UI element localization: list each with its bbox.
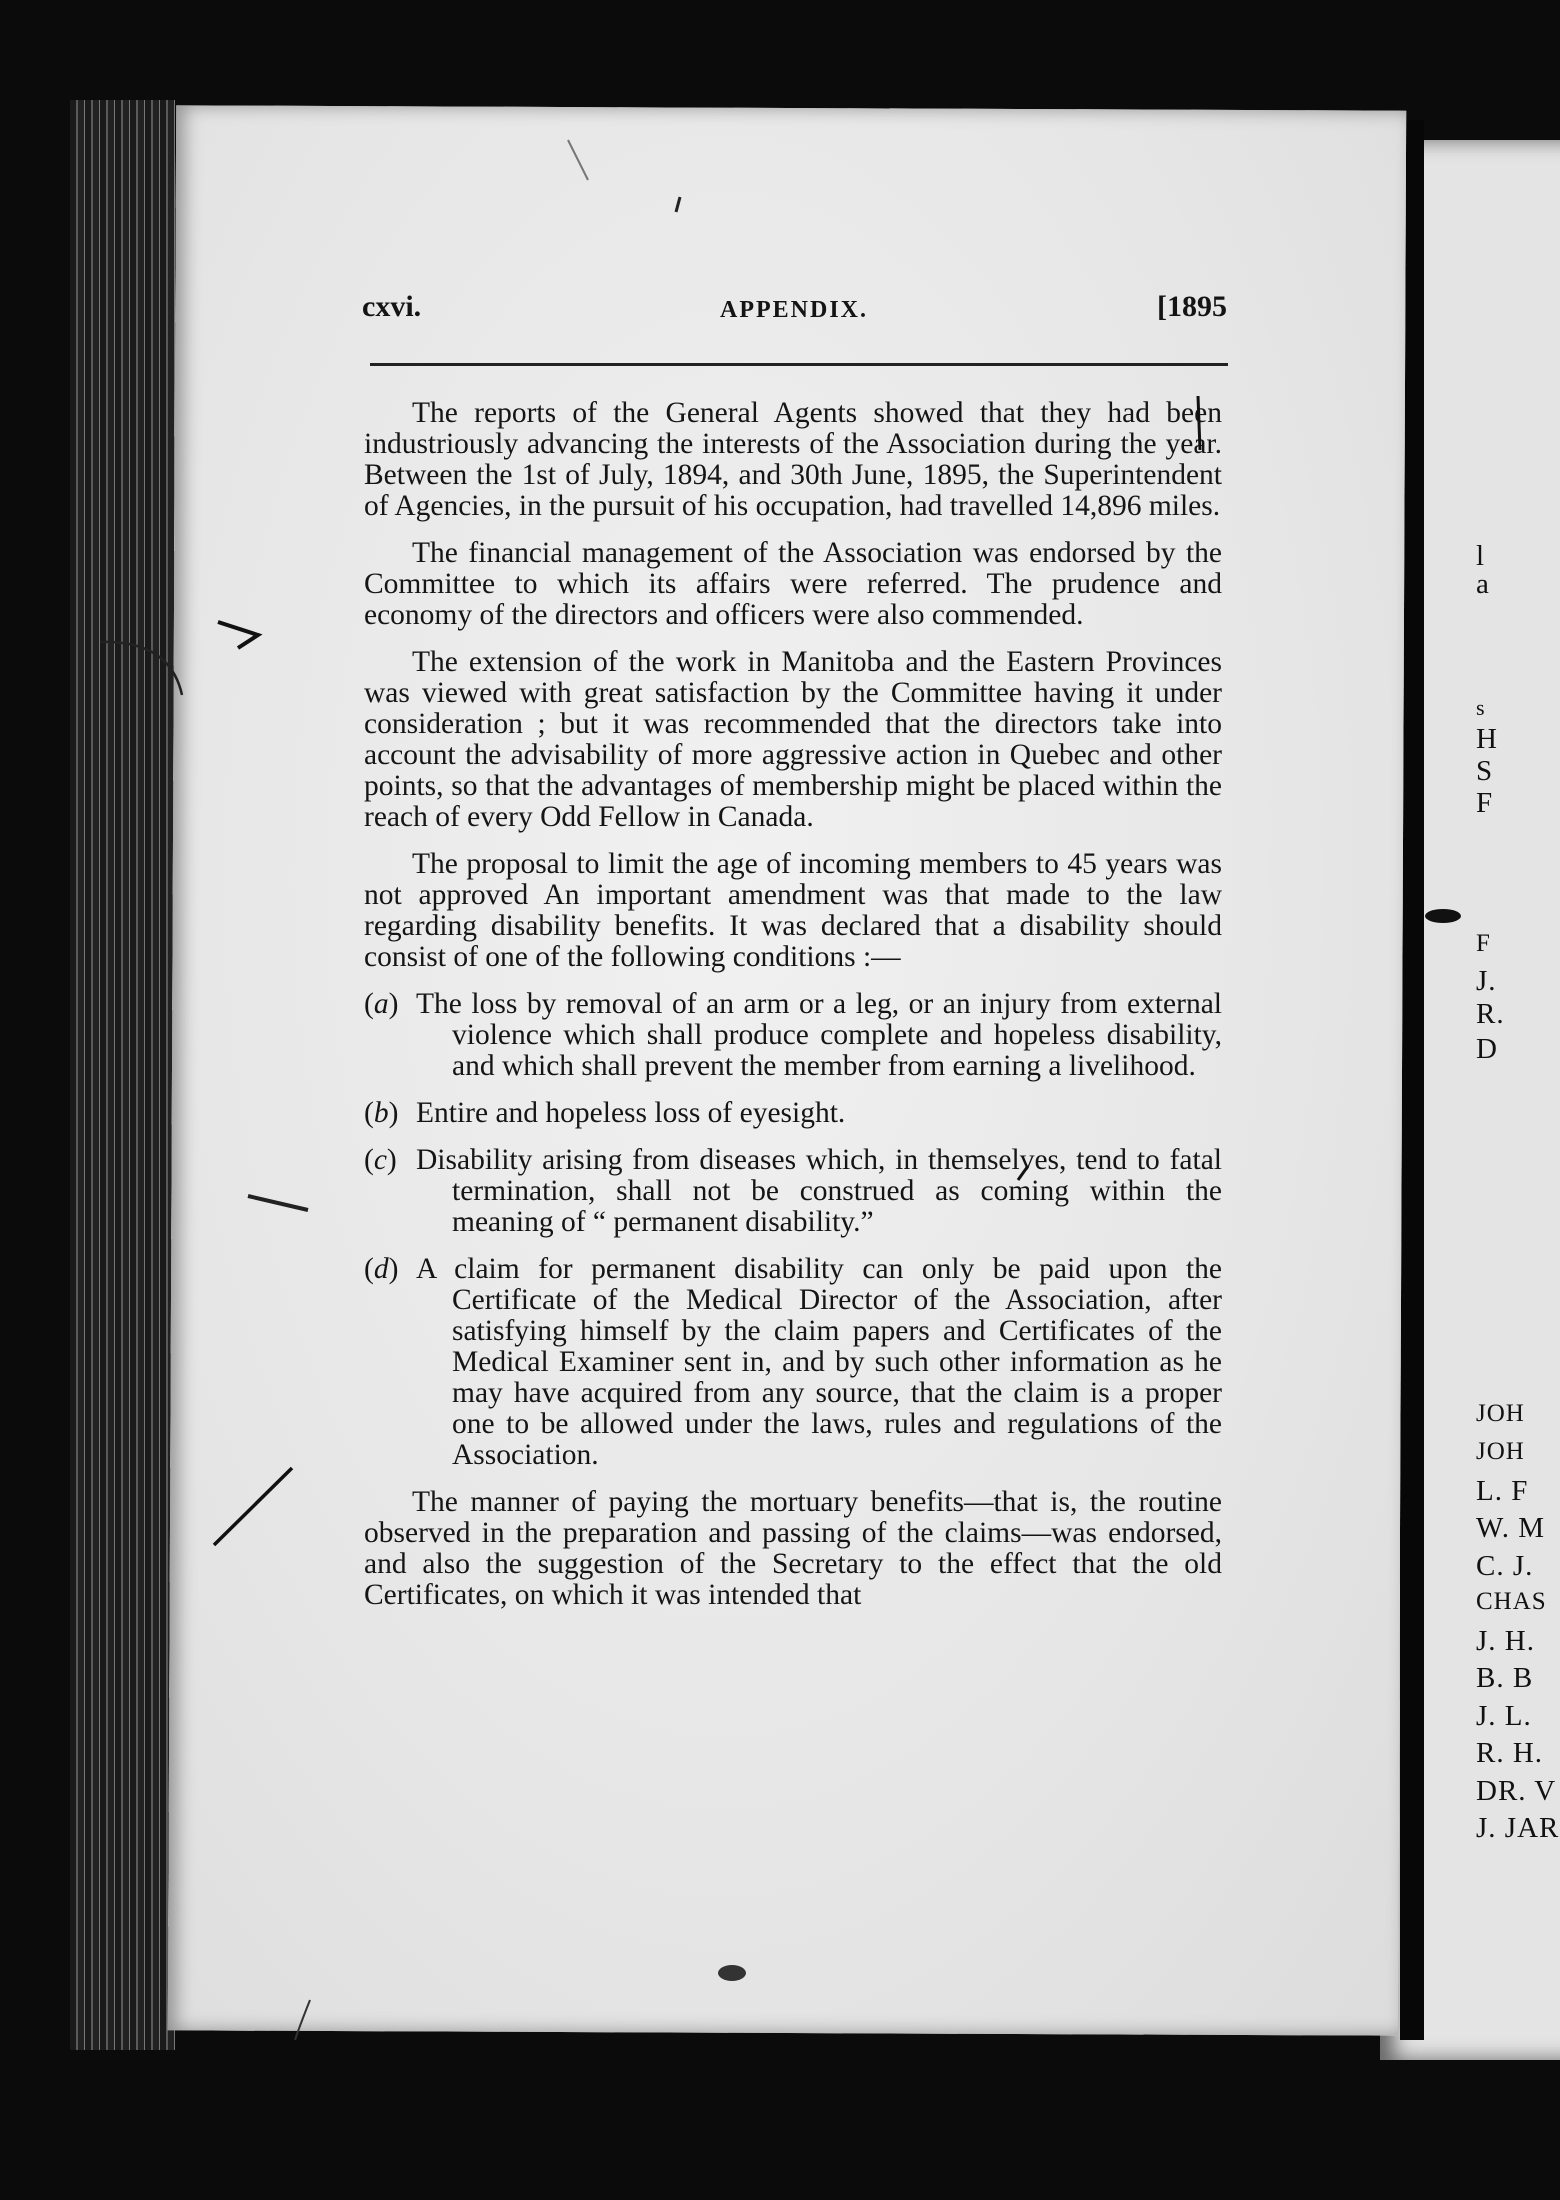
facing-page-name: J. JAR (1476, 1812, 1560, 1844)
paragraph: The manner of paying the mortuary benefits—that is, the routine observed in the preparation and passing of the claims—was endorsed, and also the suggestion of the Secretary to the effect that the old Certificates, on which it was intended that (364, 1486, 1222, 1611)
facing-page-letter: s (1476, 695, 1486, 720)
stray-mark (218, 622, 258, 648)
facing-page-letter: R. (1476, 998, 1505, 1030)
facing-page-name: JOH (1476, 1438, 1525, 1465)
facing-page-name: CHAS (1476, 1588, 1547, 1615)
condition-label: (d) (364, 1253, 399, 1285)
facing-page-letter: l (1476, 540, 1486, 572)
condition-text: Entire and hopeless loss of eyesight. (416, 1097, 846, 1129)
stray-mark (676, 197, 680, 212)
page-folio: cxvi. (362, 290, 422, 323)
facing-page-name: R. H. (1476, 1737, 1544, 1769)
condition-label: (b) (364, 1097, 399, 1129)
stray-mark (214, 1468, 292, 1545)
stray-mark (295, 2000, 310, 2040)
running-title: APPENDIX. (720, 297, 868, 323)
stray-mark (248, 1196, 308, 1210)
facing-page-name: C. J. (1476, 1550, 1534, 1582)
stray-mark (100, 642, 182, 695)
ink-blot (718, 1965, 746, 1981)
paragraph: The proposal to limit the age of incoming members to 45 years was not approved An important amendment was that made to the law regarding disability benefits. It was declared that a disability should consist of one of the following conditions :— (364, 848, 1222, 973)
facing-page-name: L. F (1476, 1475, 1529, 1507)
paragraph: The financial management of the Association was endorsed by the Committee to which its affairs were referred. The prudence and economy of the directors and officers were also commended. (364, 537, 1222, 631)
facing-page-letter: J. (1476, 965, 1497, 997)
stray-mark (1198, 396, 1200, 450)
facing-page-letter: S (1476, 755, 1494, 787)
facing-page-letter: F (1476, 787, 1494, 819)
condition-text: A claim for permanent disability can only be paid upon the Certificate of the Medical Director of the Association, after satisfying himself by the claim papers and Certificates of the Medical Examiner sent in, and by such other information as he may have acquired from any source, that the claim is a proper one to be allowed under the laws, rules and regulations of the Association. (416, 1253, 1222, 1471)
condition-text: The loss by removal of an arm or a leg, or an injury from external violence which shall produce complete and hopeless disability, and which shall prevent the member from earning a livelihood. (416, 988, 1222, 1082)
paragraph: The extension of the work in Manitoba and the Eastern Provinces was viewed with great satisfaction by the Committee having it under consideration ; but it was recommended that the directors take into account the advisability of more aggressive action in Quebec and other points, so that the advantages of membership might be placed within the reach of every Odd Fellow in Canada. (364, 646, 1222, 833)
facing-page-name: W. M (1476, 1512, 1545, 1544)
paragraph: The reports of the General Agents showed that they had been industriously advancing the interests of the Association during the year. Between the 1st of July, 1894, and 30th June, 1895, the Superintendent of Agencies, in the pursuit of his occupation, had travelled 14,896 miles. (364, 397, 1222, 522)
facing-page-letter: D (1476, 1033, 1498, 1065)
condition-label: (a) (364, 988, 399, 1020)
stray-mark (568, 140, 588, 180)
facing-page-name: DR. V (1476, 1775, 1557, 1807)
stray-mark (1018, 1166, 1028, 1180)
ink-blot (1425, 909, 1461, 923)
condition-label: (c) (364, 1144, 397, 1176)
facing-page-name: J. H. (1476, 1625, 1535, 1657)
condition-text: Disability arising from diseases which, in themselves, tend to fatal termination, shall not be construed as coming within the meaning of “ permanent disability.” (416, 1144, 1222, 1238)
facing-page-letter: F (1476, 930, 1491, 957)
page-year: [1895 (1157, 290, 1227, 323)
facing-page-name: J. L. (1476, 1700, 1532, 1732)
facing-page-letter: a (1476, 568, 1490, 600)
facing-page-letter: H (1476, 723, 1498, 755)
facing-page-name: B. B (1476, 1662, 1534, 1694)
facing-page-name: JOH (1476, 1400, 1525, 1427)
